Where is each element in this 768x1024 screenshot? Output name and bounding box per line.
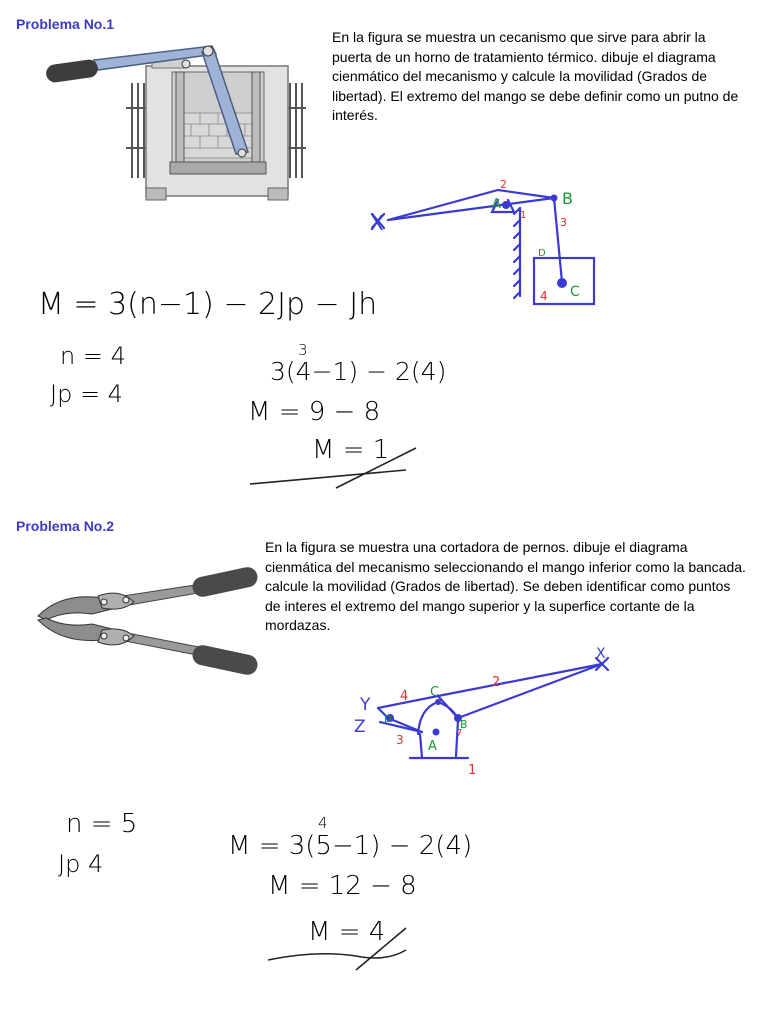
- problem1-work: [36, 280, 456, 490]
- jp2-value: Jp 4: [58, 850, 104, 878]
- substitution-superscript: 3: [298, 341, 308, 359]
- label2-d: D: [384, 714, 392, 725]
- substitution2-superscript: 4: [318, 814, 328, 832]
- label-a: A: [492, 197, 501, 212]
- label-1: 1: [520, 210, 527, 221]
- problem1-title: Problema No.1: [16, 16, 115, 32]
- problem2-work: [56, 800, 516, 980]
- label-d: D: [538, 248, 546, 259]
- label2-4: 4: [400, 689, 409, 704]
- bolt-cutter-illustration: [32, 568, 264, 678]
- label2-3: 3: [396, 733, 404, 747]
- step: M = 9 − 8: [248, 397, 381, 427]
- label-x: X: [370, 211, 384, 235]
- n-value: n = 4: [60, 342, 126, 370]
- problem2-title: Problema No.2: [16, 518, 115, 534]
- label2-x: X: [596, 646, 606, 662]
- result2: M = 4: [308, 917, 386, 947]
- label-4: 4: [540, 289, 548, 303]
- label-b: B: [562, 189, 573, 208]
- jp-value: Jp = 4: [50, 380, 123, 408]
- result: M = 1: [312, 435, 390, 465]
- label2-c: C: [430, 685, 440, 700]
- label-3: 3: [560, 216, 567, 229]
- label2-b: B: [460, 718, 468, 731]
- label2-1: 1: [468, 763, 477, 778]
- label-2: 2: [500, 178, 507, 191]
- substitution2: M = 3(5−1) − 2(4): [228, 831, 473, 861]
- oven-illustration: [42, 38, 312, 208]
- label2-a: A: [428, 739, 437, 754]
- problem2-statement: En la figura se muestra una cortadora de pernos. dibuje el diagrama cienmática del mecanismo seleccionando el mango inferior como la bancada. calcule la movilidad (Grados de libertad). Se deben identificar como puntos de interes el extremo del mango superior y la superfice cortante de la mordazas.: [265, 539, 746, 633]
- problem2-kinematic-diagram: [350, 646, 620, 782]
- substitution: 3(4−1) − 2(4): [270, 357, 447, 386]
- mobility-formula: M = 3(n−1) − 2Jp − Jh: [38, 287, 378, 322]
- label2-7: 7: [456, 728, 463, 739]
- label-c: C: [570, 284, 580, 300]
- label2-z: Z: [354, 717, 366, 737]
- label2-y: Y: [360, 695, 371, 715]
- label2-2: 2: [492, 675, 501, 690]
- problem1-statement: En la figura se muestra un cecanismo que sirve para abrir la puerta de un horno de tratamiento térmico. dibuje el diagrama cienmático del mecanismo y calcule la movilidad (Grados de libertad). El extremo del mango se debe definir como un putno de interés.: [332, 29, 739, 123]
- n2-value: n = 5: [66, 809, 138, 839]
- step2: M = 12 − 8: [268, 871, 417, 901]
